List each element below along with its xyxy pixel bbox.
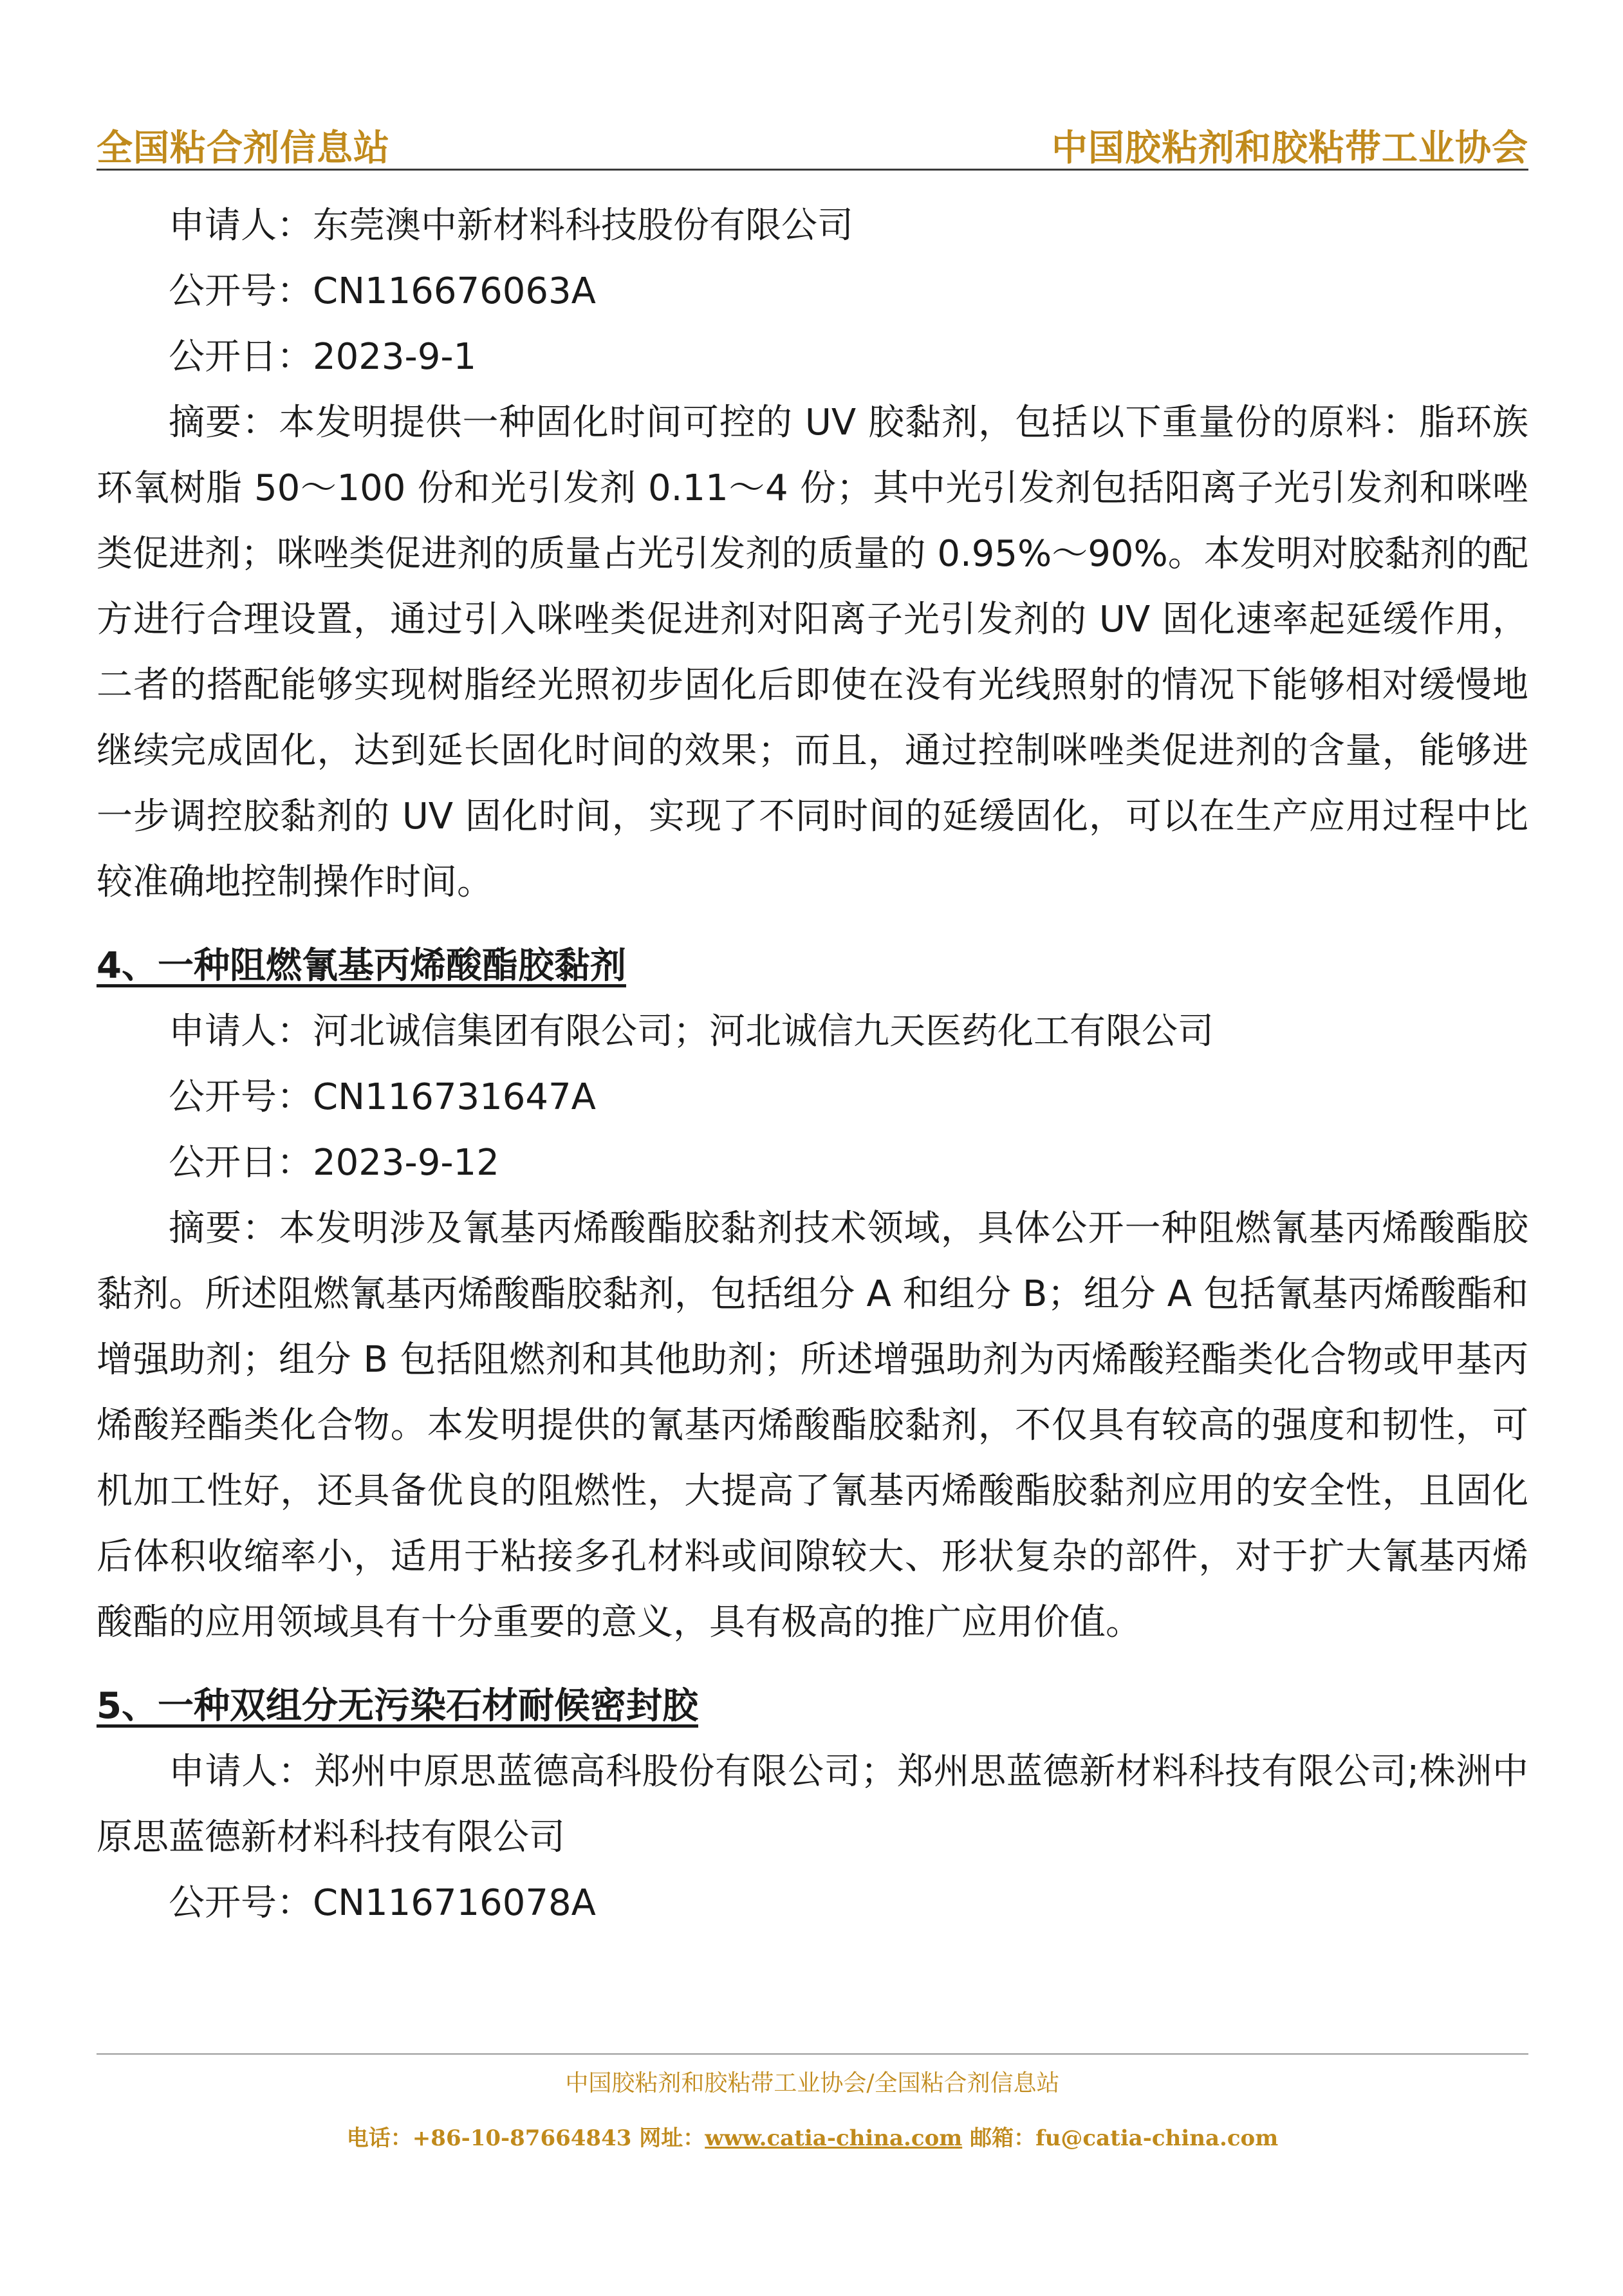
page-footer: [97, 2053, 1528, 2170]
applicant: 申请人：东莞澳中新材料科技股份有限公司: [169, 205, 853, 247]
website-link[interactable]: www.catia-china.com: [705, 2125, 963, 2151]
applicant: 申请人：河北诚信集团有限公司；河北诚信九天医药化工有限公司: [169, 1011, 1214, 1052]
applicant: 申请人：郑州中原思蓝德高科股份有限公司；郑州思蓝德新材料科技有限公司;株洲中原思蓝德新材料科技有限公司: [97, 1751, 1528, 1858]
document-body: [97, 193, 1528, 1936]
patent-entry-5: [97, 1674, 1528, 1936]
footer-email: 邮箱：fu@catia-china.com: [962, 2125, 1279, 2151]
publication-number: 公开号：CN116716078A: [169, 1882, 596, 1924]
header-left-title: 全国粘合剂信息站: [97, 127, 390, 169]
abstract: 摘要：本发明提供一种固化时间可控的 UV 胶黏剂，包括以下重量份的原料：脂环族环氧树脂 50～100 份和光引发剂 0.11～4 份；其中光引发剂包括阳离子光引发剂和咪唑类促进剂；咪唑类促进剂的质量占光引发剂的质量的 0.95%～90%。本发明对胶黏剂的配方进行合理设置，通过引入咪唑类促进剂对阳离子光引发剂的 UV 固化速率起延缓作用，二者的搭配能够实现树脂经光照初步固化后即使在没有光线照射的情况下能够相对缓慢地继续完成固化，达到延长固化时间的效果；而且，通过控制咪唑类促进剂的含量，能够进一步调控胶黏剂的 UV 固化时间，实现了不同时间的延缓固化，可以在生产应用过程中比较准确地控制操作时间。: [97, 402, 1528, 903]
publication-date: 公开日：2023-9-1: [169, 336, 477, 378]
publication-number: 公开号：CN116676063A: [169, 270, 596, 312]
publication-date: 公开日：2023-9-12: [169, 1142, 499, 1184]
publication-number: 公开号：CN116731647A: [169, 1076, 596, 1118]
patent-entry-3: [97, 193, 1528, 915]
patent-entry-4: [97, 933, 1528, 1656]
page-header: [97, 115, 1528, 171]
section-title: 5、一种双组分无污染石材耐候密封胶: [97, 1685, 698, 1727]
footer-organization: 中国胶粘剂和胶粘带工业协会/全国粘合剂信息站: [565, 2070, 1060, 2096]
footer-phone: 电话：+86-10-87664843 网址：: [346, 2125, 705, 2151]
footer-contact: [97, 2106, 1528, 2170]
abstract: 摘要：本发明涉及氰基丙烯酸酯胶黏剂技术领域，具体公开一种阻燃氰基丙烯酸酯胶黏剂。所述阻燃氰基丙烯酸酯胶黏剂，包括组分 A 和组分 B；组分 A 包括氰基丙烯酸酯和增强助剂；组分 B 包括阻燃剂和其他助剂；所述增强助剂为丙烯酸羟酯类化合物或甲基丙烯酸羟酯类化合物。本发明提供的氰基丙烯酸酯胶黏剂，不仅具有较高的强度和韧性，可机加工性好，还具备优良的阻燃性，大提高了氰基丙烯酸酯胶黏剂应用的安全性，且固化后体积收缩率小，适用于粘接多孔材料或间隙较大、形状复杂的部件，对于扩大氰基丙烯酸酯的应用领域具有十分重要的意义，具有极高的推广应用价值。: [97, 1208, 1528, 1643]
section-title: 4、一种阻燃氰基丙烯酸酯胶黏剂: [97, 945, 626, 987]
header-right-title: 中国胶粘剂和胶粘带工业协会: [1052, 127, 1528, 169]
